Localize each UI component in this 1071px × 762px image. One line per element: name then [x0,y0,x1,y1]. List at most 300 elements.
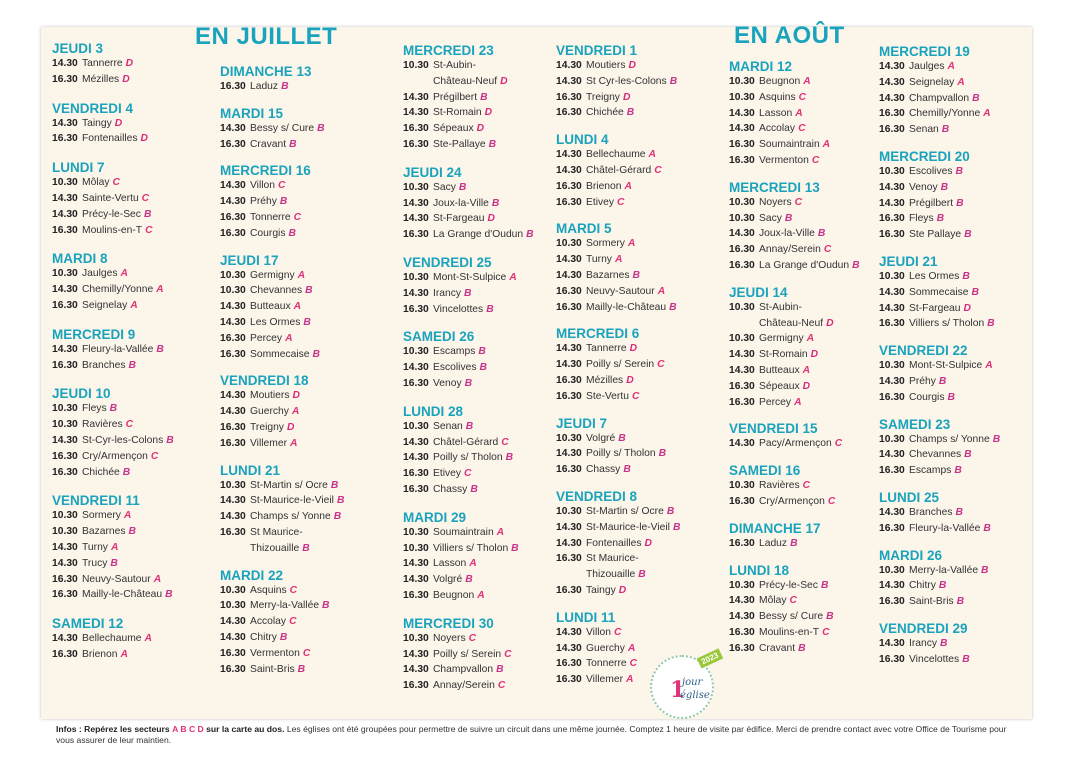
event-place: Brienon [586,180,622,192]
sector-letter: B [820,579,829,591]
sector-letter: D [125,58,134,69]
event-row [52,299,138,313]
sector-letter: A [120,649,128,660]
event-row [52,466,130,480]
event-place: Irancy [433,287,462,299]
event-time: 16.30 [52,589,78,601]
event-place: Senan [433,420,463,432]
event-place: Bessy s/ Cure [250,122,315,134]
event-time: 10.30 [52,177,78,189]
event-row [879,317,995,331]
event-place: Guerchy [250,406,289,418]
event-time: 14.30 [403,436,429,448]
event-place: St Maurice- [586,553,639,565]
event-row [403,345,486,359]
event-row [556,552,639,566]
sector-letter: B [281,81,289,92]
sector-letter: B [618,432,626,444]
event-time: 14.30 [729,595,755,607]
event-row [879,506,963,520]
event-place: Laduz [759,537,788,549]
event-time: 16.30 [729,380,755,392]
event-row [220,421,294,435]
event-time: 14.30 [403,362,429,374]
event-row [879,228,972,242]
event-row [556,390,639,404]
event-row [220,663,305,677]
sector-letter: C [464,468,472,480]
sector-letter: B [962,271,970,282]
day-title: JEUDI 24 [403,164,462,180]
event-row [556,237,635,251]
event-time: 14.30 [52,633,78,645]
sector-letter: B [987,318,995,330]
event-place-continued [729,317,834,331]
event-time: 14.30 [52,117,78,129]
day-title: LUNDI 18 [729,562,790,578]
event-time: 16.30 [556,301,582,313]
event-time: 16.30 [556,91,582,103]
event-place: Chichée [82,466,120,478]
event-row [729,579,828,593]
event-time: 14.30 [220,301,246,313]
event-row [403,377,472,391]
event-row [403,663,504,677]
event-place: Trucy [82,557,108,569]
event-place: Germigny [759,333,804,345]
event-time: 14.30 [52,435,78,446]
event-row [556,180,632,194]
event-row [52,343,164,357]
sector-letter: B [486,303,494,315]
event-place: Môlay [82,177,110,189]
day-title: VENDREDI 8 [556,489,638,504]
event-time: 16.30 [556,285,582,297]
event-time: 14.30 [556,149,582,161]
event-place: Ste-Vertu [586,390,629,402]
sector-letter: C [654,165,662,176]
sector-letter: C [802,480,811,492]
event-time: 14.30 [879,76,905,88]
event-place: Butteaux [250,301,291,313]
sector-letter: C [614,626,622,638]
sector-letter: A [120,268,128,280]
event-time: 10.30 [220,285,246,297]
event-time: 14.30 [556,165,582,176]
event-place: Châtel-Gérard [586,165,652,176]
event-time: 14.30 [879,449,905,461]
event-place: Thizouaille [250,542,300,554]
event-place: Laduz [250,81,279,92]
event-time: 16.30 [729,496,755,507]
sector-letter: D [963,302,971,314]
event-time: 10.30 [556,432,582,444]
event-time: 16.30 [220,332,246,344]
event-place: St-Romain [433,107,482,119]
event-row [52,434,174,448]
event-time: 16.30 [556,553,582,565]
event-place: Ravières [759,480,800,492]
sector-letter: C [794,196,803,208]
sector-letter: A [627,642,636,654]
sector-letter: D [292,390,300,402]
event-time: 14.30 [556,448,582,460]
sector-letter: B [297,663,306,675]
event-row [220,647,310,661]
sector-letter: B [480,91,488,103]
sector-letter: B [666,506,675,517]
sector-letter: A [795,107,803,119]
sector-letter: C [822,627,830,638]
day-title: LUNDI 7 [52,160,105,176]
event-time: 10.30 [729,91,755,103]
sector-letter: B [465,574,473,586]
event-time: 14.30 [220,390,246,402]
event-row [220,526,303,540]
event-row [403,91,488,105]
event-place: Château-Neuf [433,75,498,87]
event-row [403,271,517,285]
event-time: 10.30 [52,403,78,415]
sector-letter: B [672,521,681,533]
event-row [556,75,677,89]
event-place: Sacy [759,212,782,224]
event-time: 14.30 [403,558,429,570]
day-title: JEUDI 3 [52,41,104,56]
event-time: 10.30 [52,419,78,431]
event-time: 14.30 [729,349,755,361]
event-row [220,332,293,346]
sector-letter: B [956,596,965,608]
event-row [556,521,680,535]
sector-letter: C [141,193,150,204]
event-time: 14.30 [220,317,246,328]
event-time: 14.30 [403,197,429,209]
day-title: LUNDI 28 [403,403,464,419]
day-title: MARDI 5 [556,221,612,237]
event-time: 10.30 [403,542,429,554]
day-title: DIMANCHE 13 [220,64,312,79]
event-place: Sormery [82,510,121,522]
event-time: 10.30 [729,480,755,492]
sector-letter: A [657,285,666,297]
event-place: Villiers s/ Tholon [433,542,509,554]
event-time: 16.30 [556,180,582,192]
sector-letter: B [511,542,519,554]
event-row [403,197,499,211]
day-title: MERCREDI 23 [403,43,494,58]
sector-letter: B [964,449,972,461]
event-place: Escolives [433,362,477,374]
footer-lead2: sur la carte au dos. [206,724,285,734]
event-time: 10.30 [729,301,755,313]
event-time: 16.30 [879,124,905,136]
event-row [403,122,484,136]
event-time: 16.30 [220,138,246,150]
sector-letter: B [156,343,164,355]
event-row [556,374,634,388]
event-place: St-Romain [759,349,808,361]
event-time: 16.30 [220,527,246,538]
event-time: 14.30 [556,359,582,371]
sector-letter: C [657,359,665,371]
sector-letter: C [501,436,509,448]
event-time: 10.30 [52,526,78,538]
event-row [556,626,621,640]
event-row [403,467,471,481]
sector-letter: B [817,228,826,240]
logo-line2: église [680,690,710,701]
event-place: Poilly s/ Serein [433,648,502,660]
sector-letter: C [468,632,477,644]
event-time: 14.30 [879,580,905,592]
event-row [220,631,287,645]
event-row [52,224,153,238]
calendar-sheet [41,22,1032,719]
event-time: 14.30 [729,365,755,376]
event-place: Fleys [82,403,107,415]
sector-letter: B [938,376,947,387]
event-time: 16.30 [403,468,429,480]
event-time: 14.30 [879,302,905,314]
event-time: 16.30 [729,260,755,271]
sector-letter: C [112,177,120,189]
event-time: 10.30 [403,181,429,193]
sector-letter: A [477,590,485,601]
event-time: 16.30 [879,522,905,534]
sector-letter: B [964,229,972,241]
event-place: Accolay [250,616,287,628]
event-row [879,107,991,121]
event-row [403,557,477,571]
event-row [52,588,173,602]
event-row [729,479,810,493]
sector-letter: A [469,558,477,570]
event-place: La Grange d'Oudun [759,260,850,271]
event-time: 16.30 [556,674,582,686]
event-row [556,432,626,446]
event-row [729,91,806,105]
event-row [220,195,287,209]
event-place: Châtel-Gérard [433,436,499,448]
event-place: Chevannes [250,285,303,297]
event-row [556,106,634,120]
event-row [220,479,338,493]
event-place: Sommecaise [909,286,969,298]
event-row [879,375,946,389]
event-place: St-Fargeau [909,302,961,314]
event-place: Fleys [909,213,934,225]
sector-letter: B [109,403,118,415]
event-place: Préhy [909,376,936,387]
event-row [220,300,301,314]
event-time: 14.30 [220,122,246,134]
day-title: MERCREDI 9 [52,326,136,342]
day-title: JEUDI 7 [556,415,608,431]
event-row [556,148,656,162]
event-row [220,269,305,283]
sector-letter: C [834,438,843,450]
event-place: Percey [759,396,792,408]
event-time: 14.30 [403,574,429,586]
sector-letter: B [936,213,945,225]
event-time: 14.30 [879,376,905,387]
sector-letter: C [497,680,506,692]
sector-letter: B [165,589,173,601]
sector-letter: D [629,343,638,355]
event-row [220,599,329,613]
event-time: 10.30 [52,510,78,522]
event-row [220,584,297,598]
event-row [879,286,979,300]
event-row [729,642,806,656]
sector-letter: B [632,270,640,281]
event-place: Seignelay [82,300,128,311]
sector-letter: B [669,75,678,87]
event-time: 14.30 [52,208,78,220]
event-time: 16.30 [220,81,246,92]
event-time: 16.30 [403,590,429,601]
event-row [52,509,131,523]
event-time: 16.30 [220,212,246,223]
sector-letter: B [333,511,342,523]
event-place: Moulins-en-T [759,627,820,638]
event-place: St-Maurice-le-Vieil [586,521,670,533]
event-place: Germigny [250,269,295,281]
event-row [52,573,161,587]
day-title: VENDREDI 29 [879,621,968,636]
event-row [403,420,473,434]
sector-letter: A [624,180,632,192]
event-time: 10.30 [220,600,246,612]
event-time: 14.30 [52,284,78,296]
event-place: Venoy [909,181,938,193]
event-row [556,164,662,178]
event-time: 16.30 [52,573,78,585]
event-row [556,358,665,372]
event-place: Chassy [586,464,621,476]
logo-line1: jour [682,677,703,688]
event-row [403,228,534,242]
event-place: Venoy [433,378,462,389]
event-row [556,301,677,315]
sector-letter: C [150,450,159,462]
event-time: 16.30 [556,464,582,476]
event-time: 14.30 [556,642,582,654]
sector-letter: C [629,658,638,670]
event-time: 14.30 [556,254,582,266]
event-time: 16.30 [729,139,755,151]
event-place: Précy-le-Sec [759,579,818,591]
sector-letter: B [669,301,677,313]
event-time: 16.30 [729,396,755,408]
event-row [556,285,665,299]
event-place: Vincelottes [433,303,484,315]
event-time: 16.30 [879,318,905,330]
event-place: Annay/Serein [759,244,821,256]
event-time: 10.30 [220,479,246,491]
event-row [220,179,285,193]
event-row [729,75,811,89]
sector-letter: C [293,212,302,223]
sector-letter: B [317,122,325,134]
sector-letter: A [822,139,831,151]
event-time: 14.30 [879,286,905,298]
day-title: MERCREDI 16 [220,163,311,179]
event-time: 16.30 [403,303,429,315]
event-place: St-Aubin- [433,60,476,71]
event-place: Lasson [759,107,793,119]
event-time: 16.30 [556,658,582,670]
day-title: MERCREDI 19 [879,44,970,59]
event-row [729,594,797,608]
event-place: Chevannes [909,449,962,461]
sector-letter: A [110,542,119,553]
event-time: 14.30 [52,193,78,204]
event-place: Tannerre [586,343,627,355]
day-title: LUNDI 25 [879,490,940,505]
event-row [556,269,640,283]
event-row [729,348,818,362]
event-place: Villon [250,180,275,192]
event-place: Bazarnes [586,270,630,281]
event-place: Etivey [586,196,615,208]
event-place: St-Martin s/ Ocre [586,506,664,517]
event-time: 10.30 [879,166,905,177]
sector-letter: B [143,208,152,220]
event-row [879,433,1000,447]
event-row [556,505,674,519]
event-row [220,615,297,629]
event-time: 16.30 [403,123,429,135]
event-time: 14.30 [556,343,582,355]
event-place: Préhy [250,196,277,208]
sector-letter: B [128,526,136,538]
event-place: Vermenton [759,155,809,166]
sector-letter: B [658,448,667,460]
sector-letter: C [823,244,832,256]
event-row [403,212,495,226]
event-place: Tonnerre [586,658,627,670]
event-place: Sainte-Vertu [82,193,139,204]
event-row [220,80,289,94]
sector-letter: A [985,360,993,372]
event-time: 10.30 [403,272,429,283]
event-place: Bazarnes [82,526,126,538]
event-place: Villemer [586,674,624,686]
event-time: 14.30 [403,648,429,660]
event-time: 14.30 [220,632,246,643]
event-place: Noyers [433,632,466,644]
event-row [220,138,297,152]
event-row [52,557,118,571]
event-row [879,653,970,667]
event-time: 14.30 [52,542,78,553]
event-row [556,673,633,687]
event-place: Branches [909,507,953,518]
sector-letter: B [470,484,478,495]
sector-letter: B [505,452,514,464]
event-row [403,589,485,603]
event-row [879,212,944,226]
event-row [220,510,341,524]
event-row [52,192,149,206]
event-time: 16.30 [556,196,582,208]
event-place: Poilly s/ Serein [586,359,655,371]
event-row [879,637,947,651]
event-place: Neuvy-Sautour [82,573,151,585]
event-row [729,212,792,226]
